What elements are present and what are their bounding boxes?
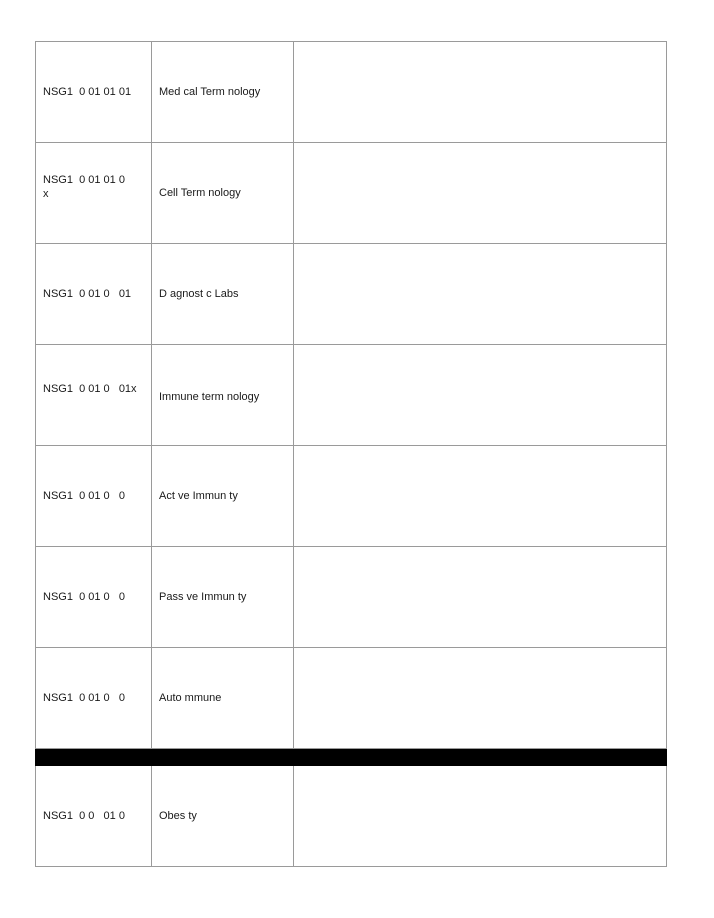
table-row [36,547,667,648]
course-code-cell: NSG1 0 01 0 01 [36,244,152,345]
course-code-text: NSG1 0 01 0 01x [43,383,137,395]
table-row [36,42,667,143]
notes-cell [294,446,667,547]
table-row [36,345,667,446]
topic-text: Immune term nology [159,391,260,403]
notes-cell [294,766,667,867]
topic-cell [152,345,294,446]
notes-cell [294,345,667,446]
topic-cell: Pass ve Immun ty [152,547,294,648]
table-row [36,648,667,749]
topic-cell: Act ve Immun ty [152,446,294,547]
table-row [36,143,667,244]
divider-cell [152,749,294,766]
table-row [36,446,667,547]
notes-cell [294,547,667,648]
course-code-cell: NSG1 0 01 01 01 [36,42,152,143]
course-code-cell [36,143,152,244]
divider-cell [294,749,667,766]
course-code-text: NSG1 0 01 01 0 x [43,174,125,200]
course-code-cell: NSG1 0 01 0 0 [36,648,152,749]
course-code-cell: NSG1 0 01 0 0 [36,547,152,648]
section-divider-row [36,749,667,766]
topic-cell: Cell Term nology [152,143,294,244]
table-row [36,244,667,345]
notes-cell [294,42,667,143]
topic-cell: Med cal Term nology [152,42,294,143]
course-code-cell: NSG1 0 01 0 0 [36,446,152,547]
topic-cell: Auto mmune [152,648,294,749]
divider-cell [36,749,152,766]
topic-cell: D agnost c Labs [152,244,294,345]
curriculum-table [35,41,667,867]
topic-cell: Obes ty [152,766,294,867]
table-row [36,766,667,867]
notes-cell [294,143,667,244]
curriculum-table-page [35,41,666,867]
notes-cell [294,244,667,345]
course-code-cell: NSG1 0 0 01 0 [36,766,152,867]
course-code-cell [36,345,152,446]
notes-cell [294,648,667,749]
